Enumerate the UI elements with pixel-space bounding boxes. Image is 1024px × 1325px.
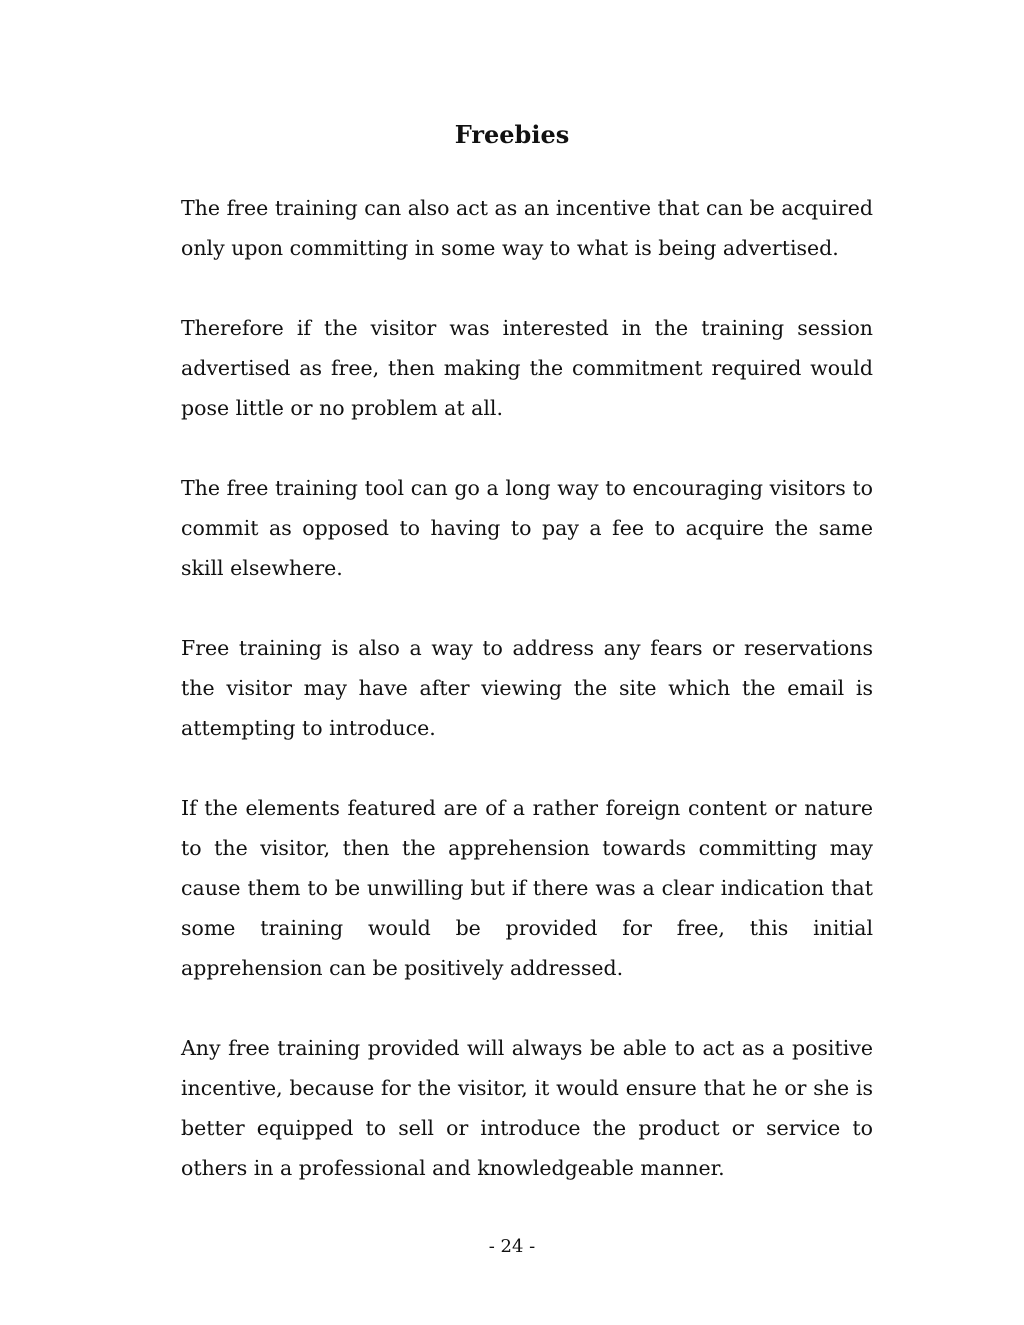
paragraph: Free training is also a way to address any fears or reservations the visitor may have after viewing the site which the email is attempting to introduce. bbox=[181, 636, 873, 740]
page-heading: Freebies bbox=[454, 120, 570, 149]
paragraph: Any free training provided will always be able to act as a positive incentive, because for the visitor, it would ensure that he or she is better equipped to sell or introduce the product or service to others in a professional and knowledgeable manner. bbox=[181, 1036, 873, 1180]
paragraph: Therefore if the visitor was interested in the training session advertised as free, then making the commitment required would pose little or no problem at all. bbox=[181, 316, 873, 420]
page-number: - 24 - bbox=[488, 1236, 536, 1257]
paragraph: If the elements featured are of a rather foreign content or nature to the visitor, then the apprehension towards committing may cause them to be unwilling but if there was a clear indication that some training would be provided for free, this initial apprehension can be positively addressed. bbox=[181, 796, 873, 980]
paragraph: The free training tool can go a long way to encouraging visitors to commit as opposed to having to pay a fee to acquire the same skill elsewhere. bbox=[181, 476, 873, 580]
paragraph: The free training can also act as an incentive that can be acquired only upon committing in some way to what is being advertised. bbox=[181, 196, 873, 260]
body-text bbox=[181, 188, 873, 1228]
